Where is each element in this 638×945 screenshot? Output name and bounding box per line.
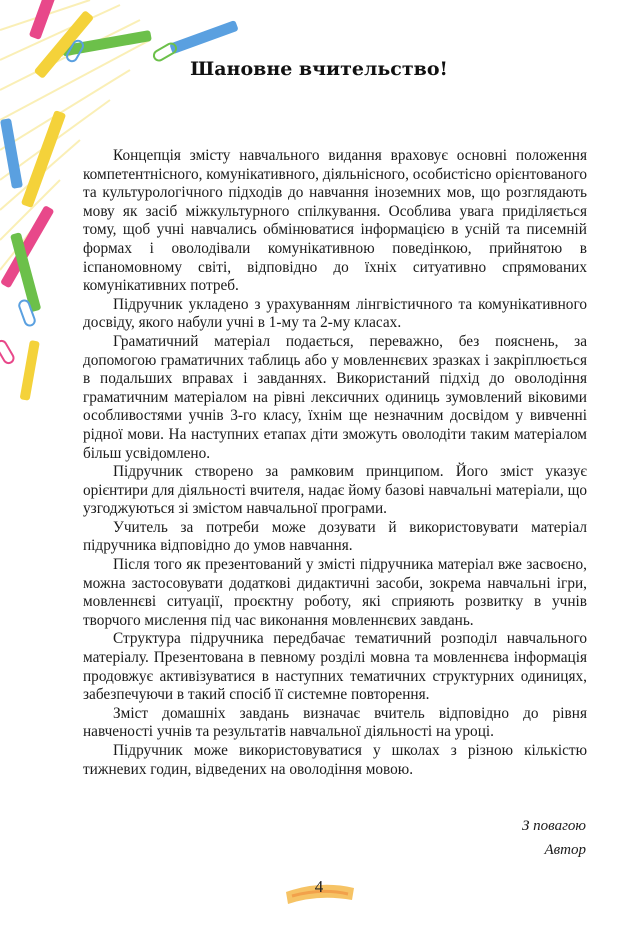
paragraph: Учитель за потреби може дозувати й використовувати матеріал підручника відповідно до умов навчання. bbox=[83, 518, 587, 555]
letter-body bbox=[83, 147, 587, 779]
pencil-icon bbox=[20, 340, 40, 401]
paragraph: Підручник створено за рамковим принципом. Його зміст указує орієнтири для діяльності вчителя, надає йому базові навчальні матеріали, що узгоджуються зі змістом навчальної програми. bbox=[83, 463, 587, 518]
paragraph: Концепція змісту навчального видання враховує основні положення компетентнісного, комунікативного, діяльнісного, особистісно орієнтованого та культурологічного підходів до навчання іноземних мов, що розглядають мову як засіб міжкультурного спілкування. Особлива увага приділяється тому, щоб учні навчались обмінюватися інформацією в усній та писемній формах і оволодівали комунікативною поведінкою, прийнятою в іспаномовному світі, відповідно до їхніх ситуативно спрямованих комунікативних потреб. bbox=[83, 147, 587, 295]
page-title: Шановне вчительство! bbox=[190, 58, 448, 80]
page-number: 4 bbox=[314, 877, 324, 896]
paragraph: Підручник укладено з урахуванням лінгвістичного та комунікативного досвіду, якого набули учні в 1-му та 2-му класах. bbox=[83, 295, 587, 332]
paragraph: Структура підручника передбачає тематичний розподіл навчального матеріалу. Презентована в певному розділі мовна та мовленнєва інформація продовжує активізуватися в наступних тематичних структурних одиницях, забезпечуючи в такий спосіб її системне повторення. bbox=[83, 630, 587, 704]
paragraph: Зміст домашніх завдань визначає вчитель відповідно до рівня навченості учнів та результатів навчальної діяльності на уроці. bbox=[83, 704, 587, 741]
closing-regards: З повагою bbox=[521, 818, 586, 834]
author-signature: Автор bbox=[544, 842, 586, 858]
paragraph: Підручник може використовуватися у школах з різною кількістю тижневих годин, відведених на оволодіння мовою. bbox=[83, 742, 587, 778]
pencil-icon bbox=[169, 20, 239, 54]
paragraph: Граматичний матеріал подається, переважно, без пояснень, за допомогою граматичних таблиць або у мовленнєвих зразках і закріплюється в подальших вправах і завданнях. Використаний підхід до оволодіння граматичним матеріалом на рівні лексичних одиниць зумовлений віковими особливостями учнів 3-го класу, їхнім ще незначним досвідом у вивченні рідної мови. На наступних етапах діти зможуть оволодіти таким матеріалом більш усвідомлено. bbox=[83, 332, 587, 462]
paragraph: Після того як презентований у змісті підручника матеріал вже засвоєно, можна застосовувати додаткові дидактичні засоби, зокрема навчальні ігри, мовленнєві ситуації, проєктну роботу, які сприяють розвитку в учнів творчого мислення під час виконання мовленнєвих завдань. bbox=[83, 556, 587, 629]
